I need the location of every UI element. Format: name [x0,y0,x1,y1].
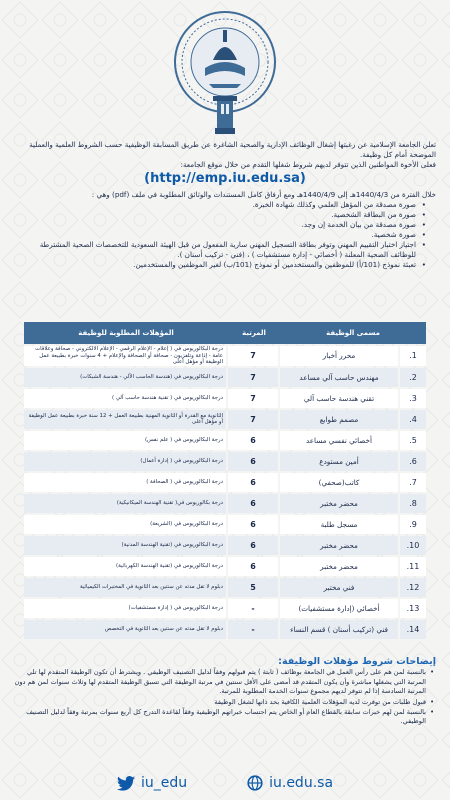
row-rank: 7 [228,410,280,429]
row-job-title: مسجل طلبة [280,515,400,534]
clarification-item: • بالنسبة لمن هم على رأس العمل في الجامعة بوظائف ( ثابتة ) يتم قبولهم وفقاً لدليل التصنيف الوظيفي . ويشترط أن تكون الوظيفة المتقدم لها تلي المرتبة التي يشغلها مباشرة وأن يكون المتقدم قد أمضى على الأقل سنتين في مرتبة الوظيفة التي تسبق الوظيفة المتقدم لها وثلاث سنوات لمن هم دون المرتبة السادسة إذا لم تتوفر لديهم مجموع سنوات الخدمة المطلوبة للمرتبة. [14,668,426,696]
footer [0,766,450,800]
row-rank: 6 [228,557,280,576]
row-qualifications: دبلوم لا تقل مدته عن سنتين بعد الثانوية في المختبرات الكيميائية [24,578,228,597]
row-number: 3. [400,389,426,408]
table-row [24,536,426,555]
row-qualifications: الثانوية مع القدرة أو الثانوية المهنية بطبيعة العمل + 12 سنة خبرة بطبيعة عمل الوظيفة أو مؤهل أعلى [24,410,228,429]
row-job-title: محضر مختبر [280,494,400,513]
row-rank: 6 [228,452,280,471]
twitter-bird-icon [117,776,135,791]
table-row [24,620,426,639]
table-row [24,599,426,618]
clarification-item: • قبول طلبات من توفرت لديه المؤهلات العلمية الكافية بحد ذاتها لشغل الوظيفة [14,698,426,707]
row-number: 9. [400,515,426,534]
row-qualifications: درجة البكالوريوس في ( إعلام - الإعلام الرقمي - الإعلام الالكتروني - صحافة وعلاقات عامة - إذاعة وتلفزيون - صحافة أو الصحافة والإعلام + 4 سنوات خبرة بطبيعة عمل الوظيفة أو مؤهل أعلى [24,346,228,366]
row-job-title: محضر مختبر [280,536,400,555]
row-rank: 6 [228,494,280,513]
required-documents-list [14,200,436,270]
university-logo [0,4,450,136]
row-qualifications: درجة البكالوريوس في (الشريعة) [24,515,228,534]
row-job-title: أخصائي نفسي مساعد [280,431,400,450]
table-row [24,346,426,366]
document-item: • صورة مصدقة من بيان الخدمة إن وجد. [14,220,424,230]
row-qualifications: درجة البكالوريوس في (هندسة الحاسب الآلي - هندسة الشبكات) [24,368,228,387]
application-period: خلال الفترة من 1440/4/3هـ إلى 1440/4/9هـ ومع أرفاق كامل المستندات والوثائق المطلوبة في ملف (pdf) وهي : [91,190,436,199]
clarifications-heading: إيضاحات شروط مؤهلات الوظيفة: [278,656,436,667]
document-item: • تعبئة نموذج (101/أ) للموظفين والمستخدمين أو نموذج (101/ب) لغير الموظفين والمستخدمين. [14,260,424,270]
row-number: 4. [400,410,426,429]
application-site-link[interactable]: (http://emp.iu.edu.sa) [144,171,306,186]
row-qualifications: درجة البكالوريوس في (تقنية الهندسة المدنية) [24,536,228,555]
row-qualifications: درجة البكالوريوس في (تقنية الهندسة الكهربائية) [24,557,228,576]
document-item: • اجتياز اختبار التقييم المهني وتوفر بطاقة التسجيل المهني سارية المفعول من قبل الهيئة السعودية للتخصصات الصحية المشترطة للوظائف الصحية المعلنة ( أخصائي - إدارة مستشفيات ) ، (فني - تركيب أسنان ). [14,240,424,260]
document-item: • صورة مصدقة من المؤهل العلمي وكذلك شهادة الخبرة. [14,200,424,210]
row-qualifications: درجة البكالوريوس في ( إدارة أعمال) [24,452,228,471]
row-job-title: محضر مختبر [280,557,400,576]
row-job-title: فني مختبر [280,578,400,597]
row-rank: 6 [228,515,280,534]
row-number: 2. [400,368,426,387]
row-qualifications: درجة البكالوريوس في ( إدارة مستشفيات) [24,599,228,618]
table-row [24,494,426,513]
row-qualifications: درجة البكالوريوس في ( الصحافة ) [24,473,228,492]
twitter-handle: iu_edu [140,775,188,791]
row-rank: - [228,620,280,639]
website-url: iu.edu.sa [269,775,334,791]
table-row [24,452,426,471]
row-job-title: أخصائي (إدارة مستشفيات) [280,599,400,618]
table-row [24,578,426,597]
header-rank: المرتبة [228,322,280,344]
row-number: 14. [400,620,426,639]
row-number: 10. [400,536,426,555]
row-qualifications: درجة البكالوريوس في ( علم نفس) [24,431,228,450]
row-rank: 6 [228,536,280,555]
table-row [24,368,426,387]
table-row [24,431,426,450]
jobs-table [24,320,426,641]
row-rank: 6 [228,473,280,492]
table-row [24,410,426,429]
jobs-table-header [24,322,426,344]
document-item: • صورة من البطاقة الشخصية. [14,210,424,220]
row-number: 5. [400,431,426,450]
row-rank: 6 [228,431,280,450]
table-row [24,515,426,534]
row-rank: - [228,599,280,618]
row-number: 11. [400,557,426,576]
row-rank: 7 [228,346,280,366]
jobs-table-wrapper [24,320,426,641]
header-job-title: مسمى الوظيفة [280,322,426,344]
table-row [24,557,426,576]
intro-paragraph-2: فعلى الأخوة المواطنين الذين تتوفر لديهم شروط شغلها التقدم من خلال موقع الجامعة: [180,160,436,169]
logo-emblem-icon [155,4,295,136]
row-job-title: مصمم طوابع [280,410,400,429]
table-row [24,473,426,492]
footer-twitter[interactable] [117,775,187,791]
clarifications-section [14,657,436,728]
row-job-title: كاتب(صحفي) [280,473,400,492]
intro-paragraph-1: تعلن الجامعة الإسلامية عن رغبتها إشغال الوظائف الإدارية والصحية الشاغرة عن طريق المسابقة الوظيفية حسب الشروط العلمية والعملية الموضحة أمام كل وظيفة. [29,140,436,159]
document-item: • صورة شخصية. [14,230,424,240]
clarification-item: • بالنسبة لمن لهم خبرات سابقة بالقطاع العام أو الخاص يتم احتساب خبراتهم الوظيفية وفقاً لقاعدة التدرج كل أربع سنوات بمرتبة وفقاً لدليل التصنيف الوظيفي. [14,708,426,727]
row-qualifications: درجة بكالوريوس في( تقنية الهندسة الميكانيكية) [24,494,228,513]
row-qualifications: درجة البكالوريوس في ( تقنية هندسة حاسب آلي ) [24,389,228,408]
footer-website[interactable] [247,775,333,791]
jobs-table-body [24,346,426,639]
row-number: 1. [400,346,426,366]
row-qualifications: دبلوم لا تقل مدته عن سنتين بعد الثانوية في التخصص [24,620,228,639]
row-number: 6. [400,452,426,471]
row-number: 12. [400,578,426,597]
row-job-title: أمين مستودع [280,452,400,471]
globe-icon [247,775,263,791]
row-job-title: محرر أخبار [280,346,400,366]
row-number: 8. [400,494,426,513]
row-number: 7. [400,473,426,492]
row-job-title: مهندس حاسب آلي مساعد [280,368,400,387]
announcement-intro [14,140,436,270]
row-rank: 7 [228,368,280,387]
table-row [24,389,426,408]
row-job-title: فني (تركيب أسنان ) قسم النساء [280,620,400,639]
row-number: 13. [400,599,426,618]
row-rank: 7 [228,389,280,408]
clarifications-list [14,668,436,726]
header-qualifications: المؤهلات المطلوبة للوظيفة [24,322,228,344]
row-rank: 5 [228,578,280,597]
row-job-title: تقني هندسة حاسب آلي [280,389,400,408]
